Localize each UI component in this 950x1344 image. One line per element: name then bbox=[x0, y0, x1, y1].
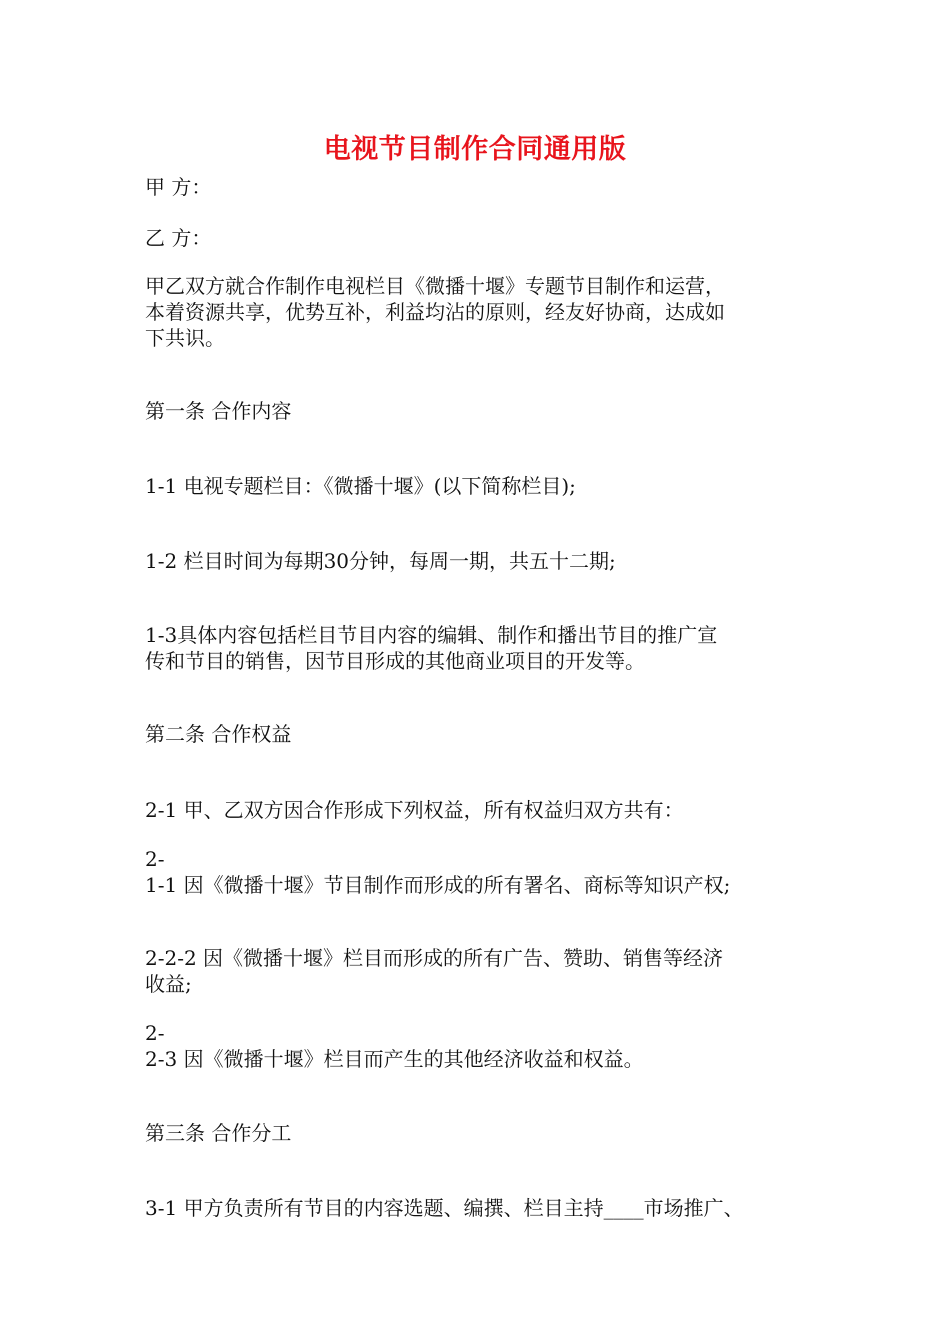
clause-2-2-3: 2-3 因《微播十堰》栏目而产生的其他经济收益和权益。 bbox=[145, 1047, 644, 1071]
clause-2-2-3-prefix: 2- bbox=[145, 1021, 165, 1045]
clause-2-1-1-prefix: 2- bbox=[145, 847, 165, 871]
article-1-heading: 第一条 合作内容 bbox=[145, 399, 292, 423]
clause-2-1: 2-1 甲、乙双方因合作形成下列权益，所有权益归双方共有： bbox=[145, 798, 684, 822]
intro-line-2: 本着资源共享，优势互补，利益均沾的原则，经友好协商，达成如 bbox=[145, 300, 725, 324]
party-a-line: 甲 方： bbox=[145, 175, 212, 199]
document-title: 电视节目制作合同通用版 bbox=[323, 134, 627, 165]
clause-1-3-line-1: 1-3具体内容包括栏目节目内容的编辑、制作和播出节目的推广宣 bbox=[145, 623, 718, 647]
intro-line-3: 下共识。 bbox=[145, 326, 225, 350]
article-2-heading: 第二条 合作权益 bbox=[145, 722, 292, 746]
clause-2-2-2-line-2: 收益; bbox=[145, 972, 192, 996]
clause-1-1: 1-1 电视专题栏目：《微播十堰》(以下简称栏目); bbox=[145, 474, 576, 498]
party-b-line: 乙 方： bbox=[145, 226, 212, 250]
article-3-heading: 第三条 合作分工 bbox=[145, 1121, 292, 1145]
clause-2-1-1: 1-1 因《微播十堰》节目制作而形成的所有署名、商标等知识产权; bbox=[145, 873, 731, 897]
intro-line-1: 甲乙双方就合作制作电视栏目《微播十堰》专题节目制作和运营， bbox=[145, 274, 725, 298]
clause-2-2-2-line-1: 2-2-2 因《微播十堰》栏目而形成的所有广告、赞助、销售等经济 bbox=[145, 946, 724, 970]
clause-1-3-line-2: 传和节目的销售，因节目形成的其他商业项目的开发等。 bbox=[145, 649, 645, 673]
clause-1-2: 1-2 栏目时间为每期30分钟，每周一期，共五十二期; bbox=[145, 549, 616, 573]
clause-3-1: 3-1 甲方负责所有节目的内容选题、编撰、栏目主持____市场推广、 bbox=[145, 1196, 744, 1220]
